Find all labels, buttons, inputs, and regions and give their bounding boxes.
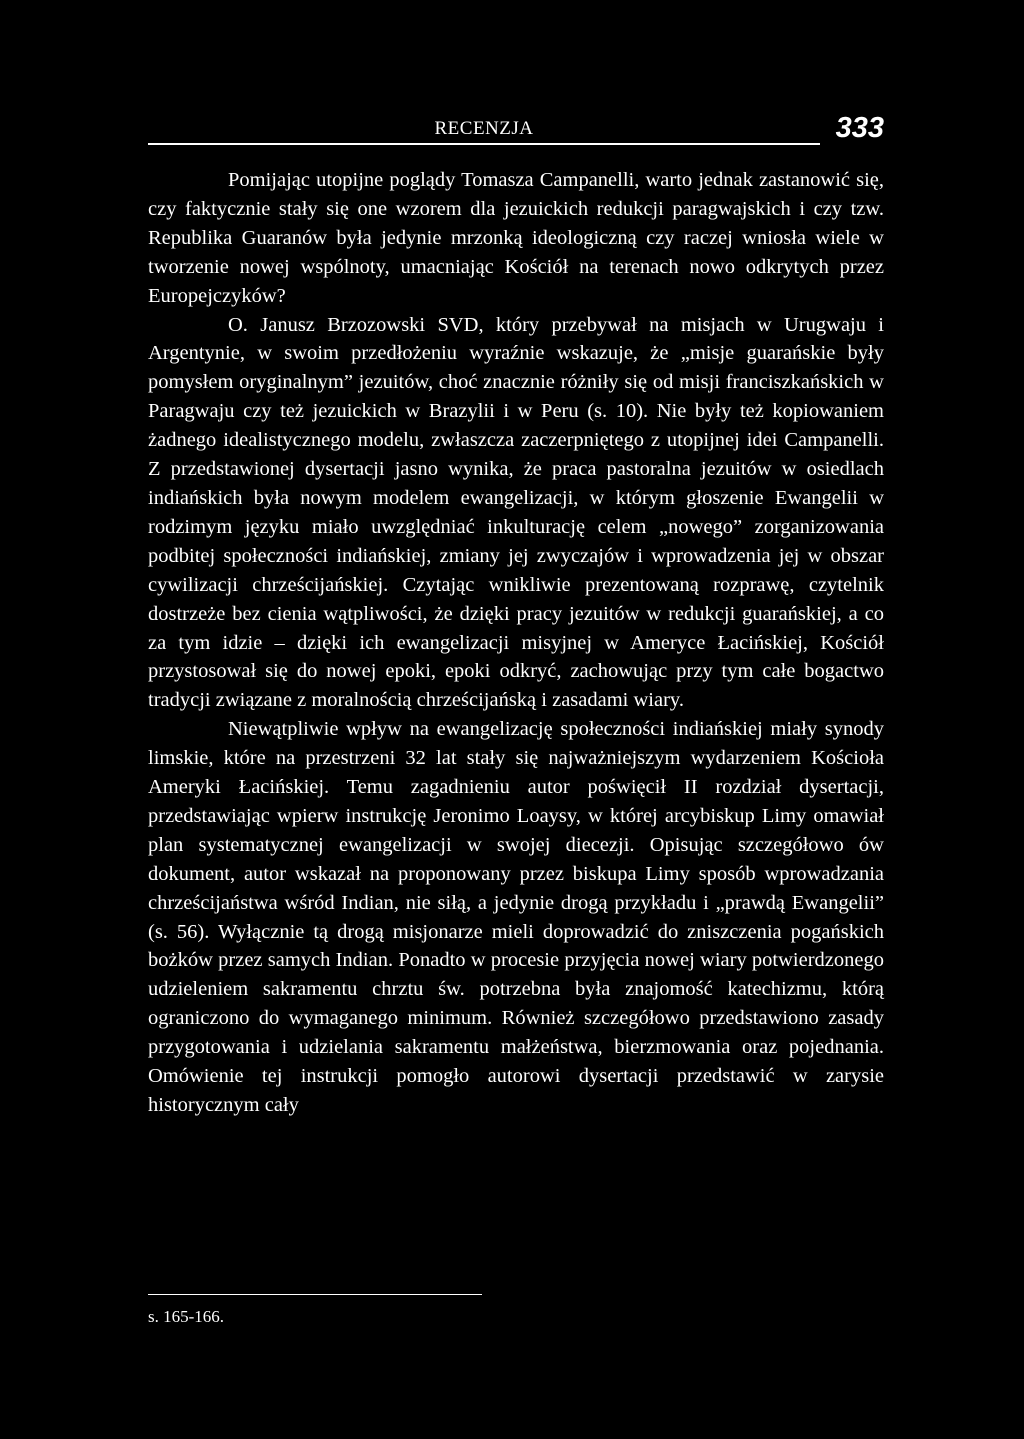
header-title: RECENZJA <box>434 118 534 139</box>
footnote-rule <box>148 1294 482 1295</box>
body-text <box>148 166 884 1120</box>
header-rule <box>148 143 820 145</box>
paragraph-2: O. Janusz Brzozowski SVD, który przebywał na misjach w Urugwaju i Argentynie, w swoim przedłożeniu wyraźnie wskazuje, że „misje guarańskie były pomysłem oryginalnym” jezuitów, choć znacznie różniły się od misji franciszkańskich w Paragwaju czy też jezuickich w Brazylii i w Peru (s. 10). Nie były też kopiowaniem żadnego idealistycznego modelu, zwłaszcza zaczerpniętego z utopijnej idei Campanelli. Z przedstawionej dysertacji jasno wynika, że praca pastoralna jezuitów w osiedlach indiańskich była nowym modelem ewangelizacji, w którym głoszenie Ewangelii w rodzimym języku miało uwzględniać inkulturację celem „nowego” zorganizowania podbitej społeczności indiańskiej, zmiany jej zwyczajów i wprowadzenia jej w obszar cywilizacji chrześcijańskiej. Czytając wnikliwie prezentowaną rozprawę, czytelnik dostrzeże bez cienia wątpliwości, że dzięki pracy jezuitów w redukcji guarańskiej, a co za tym idzie – dzięki ich ewangelizacji misyjnej w Ameryce Łacińskiej, Kościół przystosował się do nowej epoki, epoki odkryć, zachowując przy tym całe bogactwo tradycji związane z moralnością chrześcijańską i zasadami wiary. <box>148 313 884 712</box>
paragraph-3: Niewątpliwie wpływ na ewangelizację społeczności indiańskiej miały synody limskie, które na przestrzeni 32 lat stały się najważniejszym wydarzeniem Kościoła Ameryki Łacińskiej. Temu zagadnieniu autor poświęcił II rozdział dysertacji, przedstawiając wpierw instrukcję Jeronimo Loaysy, w której arcybiskup Limy omawiał plan systematycznej ewangelizacji w swojej diecezji. Opisując szczegółowo ów dokument, autor wskazał na proponowany przez biskupa Limy sposób wprowadzania chrześcijaństwa wśród Indian, nie siłą, a jedynie drogą przykładu i „prawdą Ewangelii” (s. 56). Wyłącznie tą drogą misjonarze mieli doprowadzić do zniszczenia pogańskich bożków przez samych Indian. Ponadto w procesie przyjęcia nowej wiary potwierdzonego udzieleniem sakramentu chrztu św. potrzebna była znajomość katechizmu, którą ograniczono do wymaganego minimum. Również szczegółowo przedstawiono zasady przygotowania i udzielania sakramentu małżeństwa, bierzmowania oraz pojednania. Omówienie tej instrukcji pomogło autorowi dysertacji przedstawić w zarysie historycznym cały <box>148 718 884 1116</box>
running-header <box>148 112 884 152</box>
page-number: 333 <box>835 112 884 144</box>
footnote: s. 165-166. <box>148 1307 225 1326</box>
paragraph-1: Pomijając utopijne poglądy Tomasza Campanelli, warto jednak zastanowić się, czy faktycznie stały się one wzorem dla jezuickich redukcji paragwajskich i czy tzw. Republika Guaranów była jedynie mrzonką ideologiczną czy raczej wniosła wiele w tworzenie nowej wspólnoty, umacniając Kościół na terenach nowo odkrytych przez Europejczyków? <box>148 169 884 307</box>
